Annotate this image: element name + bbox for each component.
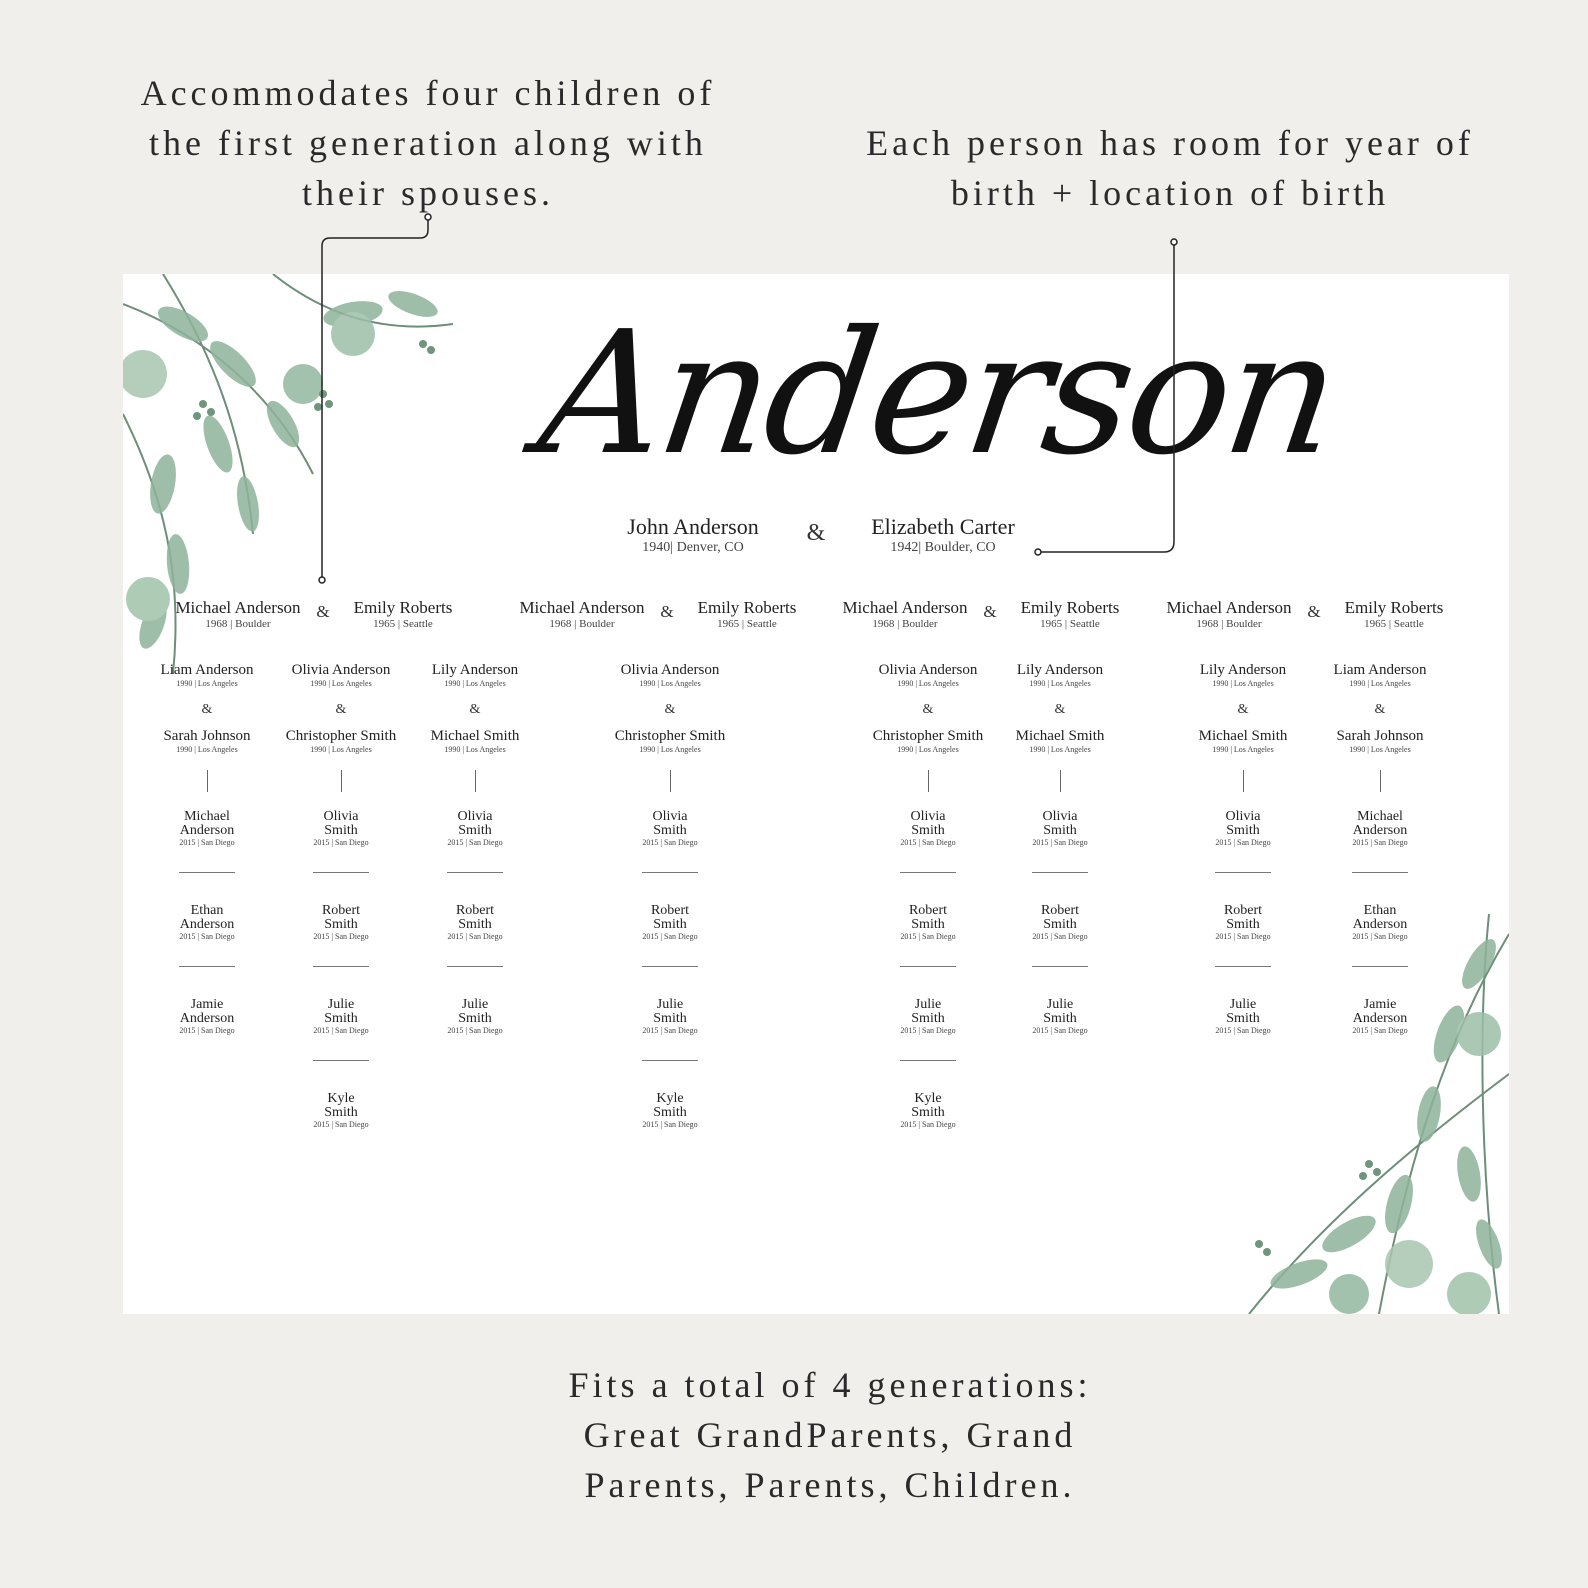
person-birth-info: 1990 | Los Angeles bbox=[897, 745, 959, 754]
child-last-name: Smith bbox=[1043, 823, 1077, 838]
child bbox=[1352, 904, 1407, 941]
child-last-name: Smith bbox=[1043, 1011, 1077, 1026]
connector-line bbox=[670, 770, 671, 792]
person-name: Michael Anderson bbox=[842, 598, 968, 617]
person-birth-info: 1965 | Seattle bbox=[1040, 618, 1100, 630]
child bbox=[447, 998, 502, 1035]
person-birth-info: 2015 | San Diego bbox=[1352, 932, 1408, 941]
child-first-name: Robert bbox=[1223, 903, 1263, 918]
child-first-name: Jamie bbox=[190, 997, 224, 1012]
ampersand: & bbox=[664, 702, 676, 717]
person-birth-info: 2015 | San Diego bbox=[1032, 932, 1088, 941]
child bbox=[313, 1092, 368, 1129]
grandparent-husband bbox=[842, 598, 967, 630]
child bbox=[1215, 904, 1270, 941]
divider-line bbox=[447, 872, 503, 873]
child-first-name: Robert bbox=[908, 903, 948, 918]
person-birth-info: 1990 | Los Angeles bbox=[310, 745, 372, 754]
person-birth-info: 2015 | San Diego bbox=[179, 1026, 235, 1035]
connector-line bbox=[928, 770, 929, 792]
parent bbox=[879, 662, 978, 688]
child-last-name: Smith bbox=[1226, 1011, 1260, 1026]
person-name: Christopher Smith bbox=[614, 728, 726, 744]
divider-line bbox=[642, 872, 698, 873]
person-birth-info: 2015 | San Diego bbox=[313, 1026, 369, 1035]
child bbox=[1215, 998, 1270, 1035]
child-last-name: Smith bbox=[1043, 917, 1077, 932]
child-first-name: Olivia bbox=[457, 809, 493, 824]
person-name: Sarah Johnson bbox=[1336, 728, 1424, 744]
divider-line bbox=[642, 1060, 698, 1061]
ampersand: & bbox=[806, 520, 826, 546]
child-first-name: Julie bbox=[461, 997, 489, 1012]
person-birth-info: 1990 | Los Angeles bbox=[897, 679, 959, 688]
divider-line bbox=[1215, 966, 1271, 967]
person-name: Emily Roberts bbox=[1344, 598, 1444, 617]
parent-spouse bbox=[1336, 728, 1423, 754]
child bbox=[900, 1092, 955, 1129]
divider-line bbox=[1032, 966, 1088, 967]
grandparent-wife bbox=[354, 598, 453, 630]
child-last-name: Smith bbox=[653, 1011, 687, 1026]
caption-birth-details bbox=[840, 118, 1500, 218]
person-name: Emily Roberts bbox=[1020, 598, 1120, 617]
ampersand: & bbox=[335, 702, 347, 717]
person-birth-info: 1990 | Los Angeles bbox=[176, 679, 238, 688]
person-name: Olivia Anderson bbox=[620, 662, 720, 678]
person-birth-info: 1990 | Los Angeles bbox=[444, 679, 506, 688]
child bbox=[179, 998, 234, 1035]
person-birth-info: 2015 | San Diego bbox=[1352, 1026, 1408, 1035]
person-birth-info: 1968 | Boulder bbox=[872, 618, 938, 630]
parent-spouse bbox=[286, 728, 396, 754]
person-birth-info: 2015 | San Diego bbox=[1352, 838, 1408, 847]
child-first-name: Robert bbox=[321, 903, 361, 918]
child bbox=[1352, 810, 1407, 847]
parent bbox=[1200, 662, 1286, 688]
divider-line bbox=[1352, 966, 1408, 967]
caption-line: Each person has room for year of bbox=[866, 123, 1474, 163]
person-birth-info: 1990 | Los Angeles bbox=[1349, 745, 1411, 754]
person-birth-info: 2015 | San Diego bbox=[1032, 838, 1088, 847]
divider-line bbox=[179, 872, 235, 873]
child-first-name: Julie bbox=[1046, 997, 1074, 1012]
child bbox=[1352, 998, 1407, 1035]
parent bbox=[1334, 662, 1427, 688]
divider-line bbox=[313, 872, 369, 873]
person-name: Elizabeth Carter bbox=[871, 514, 1015, 539]
person-name: Olivia Anderson bbox=[291, 662, 391, 678]
person-birth-info: 2015 | San Diego bbox=[1215, 932, 1271, 941]
person-birth-info: 2015 | San Diego bbox=[1215, 838, 1271, 847]
caption-line: Parents, Parents, Children. bbox=[584, 1465, 1076, 1505]
grandparent-husband bbox=[175, 598, 300, 630]
grandparent-wife bbox=[698, 598, 797, 630]
parent bbox=[1017, 662, 1103, 688]
divider-line bbox=[179, 966, 235, 967]
child-last-name: Smith bbox=[324, 1105, 358, 1120]
child bbox=[642, 904, 697, 941]
caption-line: Great GrandParents, Grand bbox=[583, 1415, 1077, 1455]
parent bbox=[161, 662, 254, 688]
person-birth-info: 2015 | San Diego bbox=[900, 1120, 956, 1129]
divider-line bbox=[642, 966, 698, 967]
ampersand: & bbox=[1374, 702, 1386, 717]
child bbox=[1032, 810, 1087, 847]
child-last-name: Smith bbox=[653, 823, 687, 838]
divider-line bbox=[1352, 872, 1408, 873]
person-name: Lily Anderson bbox=[431, 662, 519, 678]
person-birth-info: 2015 | San Diego bbox=[179, 838, 235, 847]
person-name: Olivia Anderson bbox=[878, 662, 978, 678]
person-birth-info: 1990 | Los Angeles bbox=[444, 745, 506, 754]
child-last-name: Smith bbox=[458, 1011, 492, 1026]
caption-line: Fits a total of 4 generations: bbox=[568, 1365, 1092, 1405]
person-name: Christopher Smith bbox=[285, 728, 397, 744]
connector-line bbox=[1243, 770, 1244, 792]
person-birth-info: 1990 | Los Angeles bbox=[639, 745, 701, 754]
caption-first-generation bbox=[108, 68, 748, 218]
child-last-name: Anderson bbox=[179, 917, 235, 932]
parent bbox=[432, 662, 518, 688]
divider-line bbox=[313, 1060, 369, 1061]
child-first-name: Jamie bbox=[1363, 997, 1397, 1012]
child bbox=[1032, 904, 1087, 941]
parent-spouse bbox=[431, 728, 520, 754]
child-first-name: Kyle bbox=[327, 1091, 355, 1106]
person-birth-info: 2015 | San Diego bbox=[447, 838, 503, 847]
child-first-name: Julie bbox=[1229, 997, 1257, 1012]
connector-line bbox=[341, 770, 342, 792]
child-last-name: Anderson bbox=[179, 1011, 235, 1026]
person-birth-info: 2015 | San Diego bbox=[313, 932, 369, 941]
family-name-title: Anderson bbox=[529, 295, 1347, 493]
caption-line: their spouses. bbox=[302, 173, 554, 213]
child bbox=[642, 998, 697, 1035]
ampersand: & bbox=[1054, 702, 1066, 717]
child-last-name: Anderson bbox=[1352, 823, 1408, 838]
person-birth-info: 2015 | San Diego bbox=[642, 838, 698, 847]
child bbox=[900, 904, 955, 941]
child-first-name: Julie bbox=[327, 997, 355, 1012]
child-first-name: Kyle bbox=[656, 1091, 684, 1106]
child-last-name: Smith bbox=[324, 1011, 358, 1026]
child bbox=[447, 810, 502, 847]
grandparent-wife bbox=[1345, 598, 1444, 630]
person-birth-info: 1940| Denver, CO bbox=[642, 540, 744, 555]
child bbox=[179, 810, 234, 847]
child-first-name: Olivia bbox=[1042, 809, 1078, 824]
grandparent-wife bbox=[1021, 598, 1120, 630]
child bbox=[642, 1092, 697, 1129]
child-last-name: Smith bbox=[1226, 917, 1260, 932]
ampersand: & bbox=[660, 602, 674, 621]
parent-spouse bbox=[615, 728, 725, 754]
child bbox=[1215, 810, 1270, 847]
person-birth-info: 2015 | San Diego bbox=[1215, 1026, 1271, 1035]
child-last-name: Smith bbox=[653, 917, 687, 932]
parent bbox=[621, 662, 720, 688]
person-birth-info: 2015 | San Diego bbox=[900, 1026, 956, 1035]
child bbox=[900, 810, 955, 847]
ampersand: & bbox=[1307, 602, 1321, 621]
child bbox=[179, 904, 234, 941]
person-birth-info: 1965 | Seattle bbox=[717, 618, 777, 630]
child-first-name: Robert bbox=[1040, 903, 1080, 918]
ampersand: & bbox=[201, 702, 213, 717]
divider-line bbox=[313, 966, 369, 967]
person-birth-info: 1990 | Los Angeles bbox=[1029, 745, 1091, 754]
person-birth-info: 1965 | Seattle bbox=[373, 618, 433, 630]
child bbox=[313, 998, 368, 1035]
person-birth-info: 1968 | Boulder bbox=[1196, 618, 1262, 630]
child-last-name: Smith bbox=[1226, 823, 1260, 838]
child-first-name: Julie bbox=[914, 997, 942, 1012]
person-name: Lily Anderson bbox=[1016, 662, 1104, 678]
child-last-name: Smith bbox=[458, 823, 492, 838]
person-birth-info: 2015 | San Diego bbox=[642, 1120, 698, 1129]
child-first-name: Ethan bbox=[190, 903, 224, 918]
person-birth-info: 1968 | Boulder bbox=[205, 618, 271, 630]
person-name: Michael Anderson bbox=[1166, 598, 1292, 617]
ampersand: & bbox=[316, 602, 330, 621]
parent-spouse bbox=[163, 728, 250, 754]
child-first-name: Michael bbox=[1357, 809, 1403, 824]
parent-spouse bbox=[1199, 728, 1288, 754]
divider-line bbox=[900, 872, 956, 873]
person-birth-info: 2015 | San Diego bbox=[313, 838, 369, 847]
person-name: Michael Anderson bbox=[175, 598, 301, 617]
child bbox=[447, 904, 502, 941]
child bbox=[1032, 998, 1087, 1035]
parent-spouse bbox=[873, 728, 983, 754]
eucalyptus-leaves-top-left bbox=[123, 274, 503, 694]
child-last-name: Smith bbox=[911, 1011, 945, 1026]
caption-line: the first generation along with bbox=[149, 123, 707, 163]
child-last-name: Anderson bbox=[1352, 917, 1408, 932]
child-first-name: Olivia bbox=[323, 809, 359, 824]
child-last-name: Smith bbox=[911, 917, 945, 932]
child-first-name: Olivia bbox=[1225, 809, 1261, 824]
connector-line bbox=[475, 770, 476, 792]
child bbox=[642, 810, 697, 847]
person-birth-info: 1990 | Los Angeles bbox=[639, 679, 701, 688]
person-birth-info: 2015 | San Diego bbox=[900, 838, 956, 847]
child-first-name: Olivia bbox=[910, 809, 946, 824]
ampersand: & bbox=[983, 602, 997, 621]
child-last-name: Anderson bbox=[179, 823, 235, 838]
person-name: Michael Smith bbox=[1015, 728, 1105, 744]
person-birth-info: 1990 | Los Angeles bbox=[1212, 679, 1274, 688]
connector-line bbox=[1380, 770, 1381, 792]
child-first-name: Robert bbox=[650, 903, 690, 918]
person-birth-info: 1990 | Los Angeles bbox=[1212, 745, 1274, 754]
family-tree-poster bbox=[123, 274, 1509, 1314]
child-first-name: Michael bbox=[184, 809, 230, 824]
connector-line bbox=[1060, 770, 1061, 792]
parent bbox=[292, 662, 391, 688]
divider-line bbox=[1215, 872, 1271, 873]
child-last-name: Smith bbox=[653, 1105, 687, 1120]
child-first-name: Robert bbox=[455, 903, 495, 918]
divider-line bbox=[1032, 872, 1088, 873]
child-last-name: Smith bbox=[911, 823, 945, 838]
person-birth-info: 1942| Boulder, CO bbox=[890, 540, 996, 555]
divider-line bbox=[900, 966, 956, 967]
person-name: Sarah Johnson bbox=[163, 728, 251, 744]
child-last-name: Anderson bbox=[1352, 1011, 1408, 1026]
divider-line bbox=[447, 966, 503, 967]
eucalyptus-leaves-bottom-right bbox=[1149, 914, 1509, 1314]
person-birth-info: 1965 | Seattle bbox=[1364, 618, 1424, 630]
person-birth-info: 2015 | San Diego bbox=[447, 1026, 503, 1035]
person-birth-info: 2015 | San Diego bbox=[447, 932, 503, 941]
person-birth-info: 1990 | Los Angeles bbox=[310, 679, 372, 688]
child-last-name: Smith bbox=[458, 917, 492, 932]
person-name: Michael Anderson bbox=[519, 598, 645, 617]
connector-line bbox=[207, 770, 208, 792]
grandparent-husband bbox=[519, 598, 644, 630]
person-birth-info: 1990 | Los Angeles bbox=[176, 745, 238, 754]
person-name: Emily Roberts bbox=[353, 598, 453, 617]
ampersand: & bbox=[1237, 702, 1249, 717]
person-name: Michael Smith bbox=[430, 728, 520, 744]
child-first-name: Kyle bbox=[914, 1091, 942, 1106]
caption-line: Accommodates four children of bbox=[140, 73, 716, 113]
person-name: Liam Anderson bbox=[160, 662, 254, 678]
person-birth-info: 2015 | San Diego bbox=[642, 1026, 698, 1035]
grandparent-husband bbox=[1166, 598, 1291, 630]
person-birth-info: 2015 | San Diego bbox=[642, 932, 698, 941]
person-birth-info: 1990 | Los Angeles bbox=[1349, 679, 1411, 688]
person-name: Christopher Smith bbox=[872, 728, 984, 744]
parent-spouse bbox=[1016, 728, 1105, 754]
person-name: Lily Anderson bbox=[1199, 662, 1287, 678]
person-name: Emily Roberts bbox=[697, 598, 797, 617]
great-grandparent-wife bbox=[871, 514, 1015, 556]
child bbox=[900, 998, 955, 1035]
child-first-name: Ethan bbox=[1363, 903, 1397, 918]
ampersand: & bbox=[469, 702, 481, 717]
child-last-name: Smith bbox=[911, 1105, 945, 1120]
person-birth-info: 1990 | Los Angeles bbox=[1029, 679, 1091, 688]
great-grandparent-husband bbox=[627, 514, 758, 556]
child-first-name: Olivia bbox=[652, 809, 688, 824]
child-last-name: Smith bbox=[324, 823, 358, 838]
caption-generations bbox=[540, 1360, 1120, 1510]
person-birth-info: 2015 | San Diego bbox=[900, 932, 956, 941]
ampersand: & bbox=[922, 702, 934, 717]
person-name: Michael Smith bbox=[1198, 728, 1288, 744]
person-name: John Anderson bbox=[627, 514, 759, 539]
child bbox=[313, 904, 368, 941]
divider-line bbox=[900, 1060, 956, 1061]
person-birth-info: 1968 | Boulder bbox=[549, 618, 615, 630]
child-last-name: Smith bbox=[324, 917, 358, 932]
person-name: Liam Anderson bbox=[1333, 662, 1427, 678]
person-birth-info: 2015 | San Diego bbox=[179, 932, 235, 941]
caption-line: birth + location of birth bbox=[950, 173, 1390, 213]
child-first-name: Julie bbox=[656, 997, 684, 1012]
child bbox=[313, 810, 368, 847]
person-birth-info: 2015 | San Diego bbox=[313, 1120, 369, 1129]
person-birth-info: 2015 | San Diego bbox=[1032, 1026, 1088, 1035]
